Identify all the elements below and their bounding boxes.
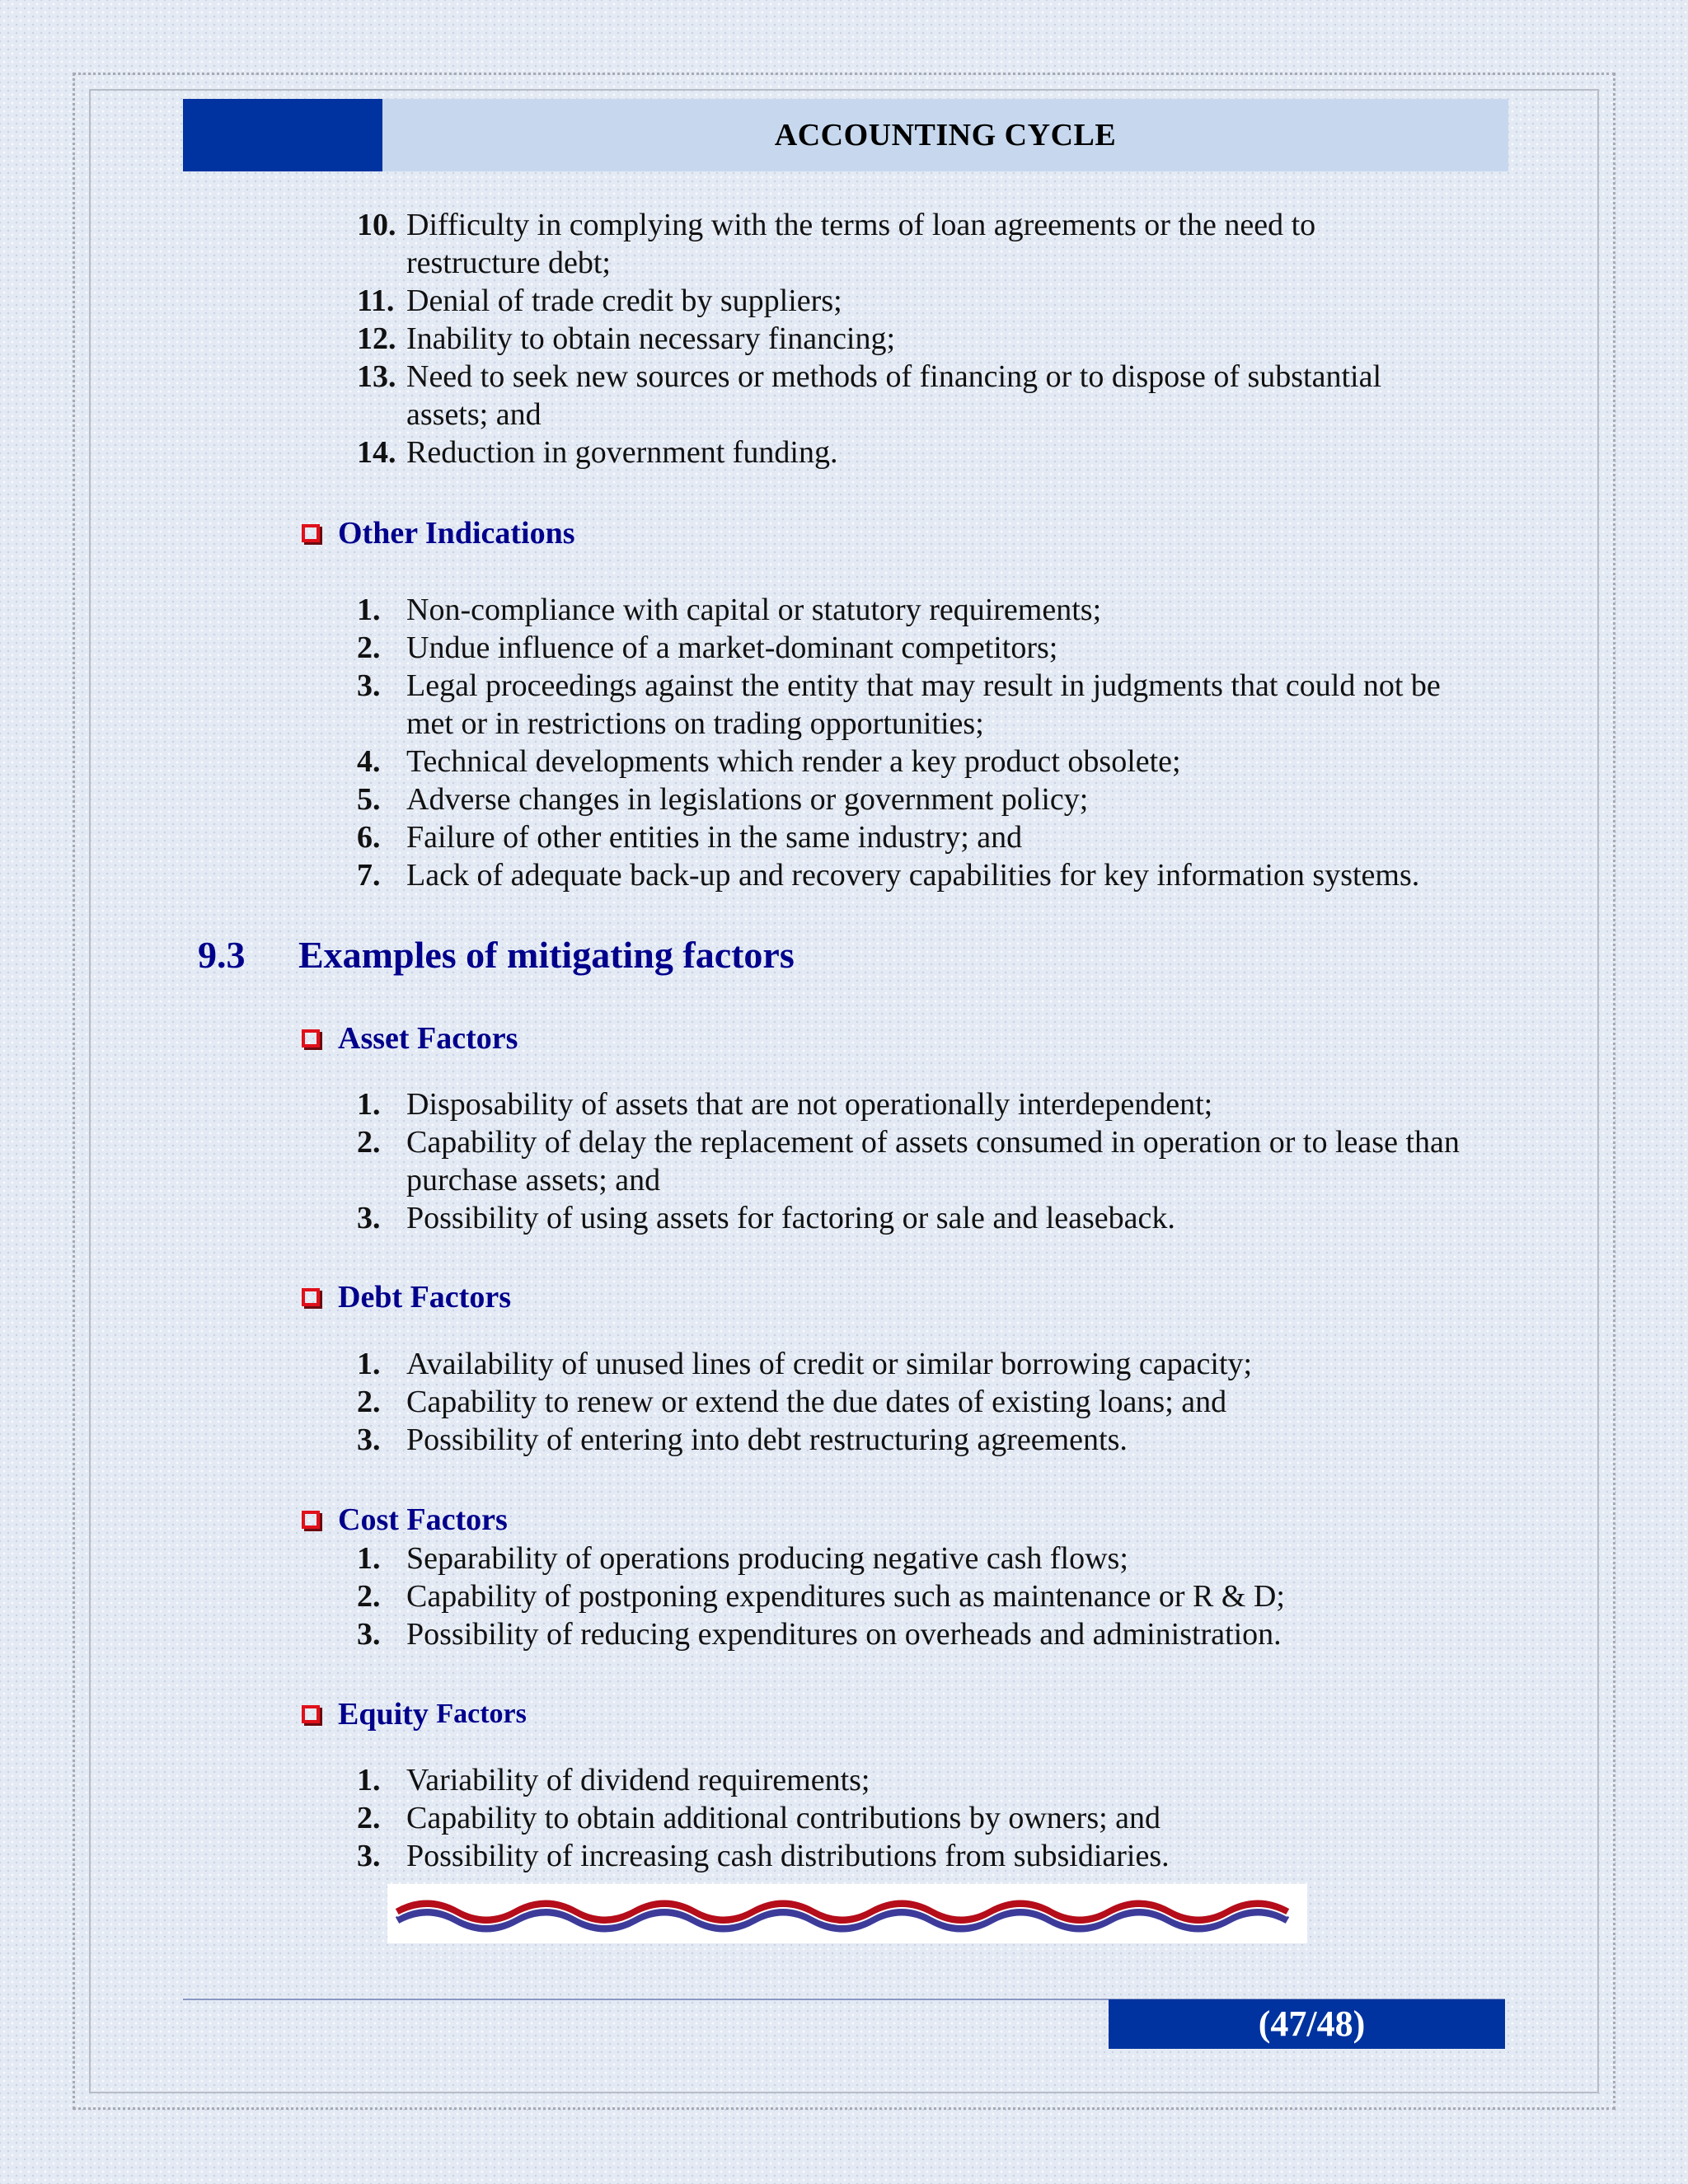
list-item [357, 434, 1494, 471]
list-number: 1. [357, 1087, 381, 1122]
subheading-label-small: Factors [436, 1699, 527, 1729]
list-number: 11. [357, 284, 395, 318]
list-number: 3. [357, 668, 381, 703]
wave-divider-graphic [387, 1884, 1307, 1943]
subheading-label: Asset Factors [338, 1021, 518, 1056]
list-text: Capability of postponing expenditures such as maintenance or R & D; [406, 1579, 1285, 1614]
checkbox-bullet-icon [302, 524, 320, 542]
subheading-label: Cost Factors [338, 1502, 508, 1537]
list-text: Need to seek new sources or methods of financing or to dispose of substantial assets; and [406, 359, 1382, 432]
list-item [357, 1085, 1503, 1123]
equity-factors-list [357, 1761, 1503, 1875]
list-text: Reduction in government funding. [406, 435, 838, 470]
list-text: Capability of delay the replacement of assets consumed in operation or to lease than purchase assets; and [406, 1125, 1460, 1197]
list-item [357, 206, 1494, 282]
list-item [357, 818, 1503, 856]
list-number: 6. [357, 820, 381, 855]
list-text: Capability to obtain additional contributions by owners; and [406, 1801, 1161, 1835]
subheading-label: Other Indications [338, 516, 575, 551]
list-item [357, 1383, 1503, 1421]
list-item [357, 1199, 1503, 1237]
header-title: ACCOUNTING CYCLE [774, 118, 1117, 152]
list-item [357, 856, 1503, 894]
list-number: 10. [357, 208, 396, 242]
subheading-other-indications [302, 515, 575, 551]
list-text: Disposability of assets that are not operationally interdependent; [406, 1087, 1213, 1122]
list-text: Availability of unused lines of credit or similar borrowing capacity; [406, 1347, 1253, 1381]
list-number: 3. [357, 1201, 381, 1235]
list-item [357, 358, 1494, 434]
checkbox-bullet-icon [302, 1029, 320, 1047]
wave-divider [387, 1884, 1307, 1943]
checkbox-bullet-icon [302, 1705, 320, 1723]
subheading-asset-factors [302, 1020, 518, 1057]
other-indications-list [357, 591, 1503, 894]
list-text: Difficulty in complying with the terms of loan agreements or the need to restructure debt; [406, 208, 1316, 280]
continued-list [357, 206, 1494, 471]
list-number: 4. [357, 744, 381, 779]
list-text: Lack of adequate back-up and recovery capabilities for key information systems. [406, 858, 1420, 893]
list-number: 13. [357, 359, 396, 394]
list-number: 2. [357, 630, 381, 665]
list-number: 1. [357, 593, 381, 627]
list-item [357, 591, 1503, 629]
list-item [357, 1540, 1503, 1577]
list-text: Separability of operations producing negative cash flows; [406, 1541, 1128, 1576]
asset-factors-list [357, 1085, 1503, 1237]
list-number: 1. [357, 1763, 381, 1797]
list-item [357, 1761, 1503, 1799]
list-item [357, 1837, 1503, 1875]
list-text: Possibility of increasing cash distributions from subsidiaries. [406, 1839, 1170, 1873]
list-text: Legal proceedings against the entity that may result in judgments that could not be met or in restrictions on trading opportunities; [406, 668, 1441, 741]
list-text: Capability to renew or extend the due dates of existing loans; and [406, 1385, 1227, 1419]
list-number: 12. [357, 321, 396, 356]
list-text: Failure of other entities in the same industry; and [406, 820, 1023, 855]
list-number: 2. [357, 1125, 381, 1160]
list-number: 2. [357, 1579, 381, 1614]
list-number: 3. [357, 1839, 381, 1873]
checkbox-bullet-icon [302, 1511, 320, 1529]
subheading-equity-factors [302, 1696, 527, 1732]
list-number: 5. [357, 782, 381, 817]
list-number: 2. [357, 1801, 381, 1835]
list-text: Non-compliance with capital or statutory requirements; [406, 593, 1102, 627]
section-heading [198, 933, 795, 977]
section-title: Examples of mitigating factors [298, 934, 795, 976]
list-item [357, 320, 1494, 358]
list-number: 7. [357, 858, 381, 893]
subheading-debt-factors [302, 1279, 511, 1315]
list-item [357, 1123, 1503, 1199]
subheading-label: Debt Factors [338, 1280, 511, 1315]
list-number: 2. [357, 1385, 381, 1419]
list-text: Technical developments which render a key product obsolete; [406, 744, 1181, 779]
page-number: (47/48) [1258, 2004, 1366, 2044]
section-number: 9.3 [198, 934, 246, 976]
subheading-cost-factors [302, 1502, 508, 1538]
list-text: Possibility of entering into debt restructuring agreements. [406, 1422, 1128, 1457]
list-item [357, 780, 1503, 818]
list-text: Variability of dividend requirements; [406, 1763, 870, 1797]
list-item [357, 629, 1503, 667]
list-text: Undue influence of a market-dominant competitors; [406, 630, 1058, 665]
list-item [357, 1345, 1503, 1383]
checkbox-bullet-icon [302, 1288, 320, 1306]
header-accent-block [183, 99, 382, 171]
debt-factors-list [357, 1345, 1503, 1459]
list-item [357, 667, 1503, 743]
list-text: Denial of trade credit by suppliers; [406, 284, 842, 318]
list-item [357, 1577, 1503, 1615]
list-number: 3. [357, 1617, 381, 1652]
cost-factors-list [357, 1540, 1503, 1653]
list-number: 1. [357, 1541, 381, 1576]
list-text: Adverse changes in legislations or government policy; [406, 782, 1089, 817]
list-number: 1. [357, 1347, 381, 1381]
list-item [357, 1615, 1503, 1653]
subheading-label: Equity [338, 1697, 429, 1732]
list-number: 14. [357, 435, 396, 470]
list-number: 3. [357, 1422, 381, 1457]
list-text: Inability to obtain necessary financing; [406, 321, 896, 356]
list-item [357, 743, 1503, 780]
list-item [357, 1421, 1503, 1459]
list-text: Possibility of using assets for factoring or sale and leaseback. [406, 1201, 1175, 1235]
list-item [357, 282, 1494, 320]
list-text: Possibility of reducing expenditures on overheads and administration. [406, 1617, 1282, 1652]
list-item [357, 1799, 1503, 1837]
